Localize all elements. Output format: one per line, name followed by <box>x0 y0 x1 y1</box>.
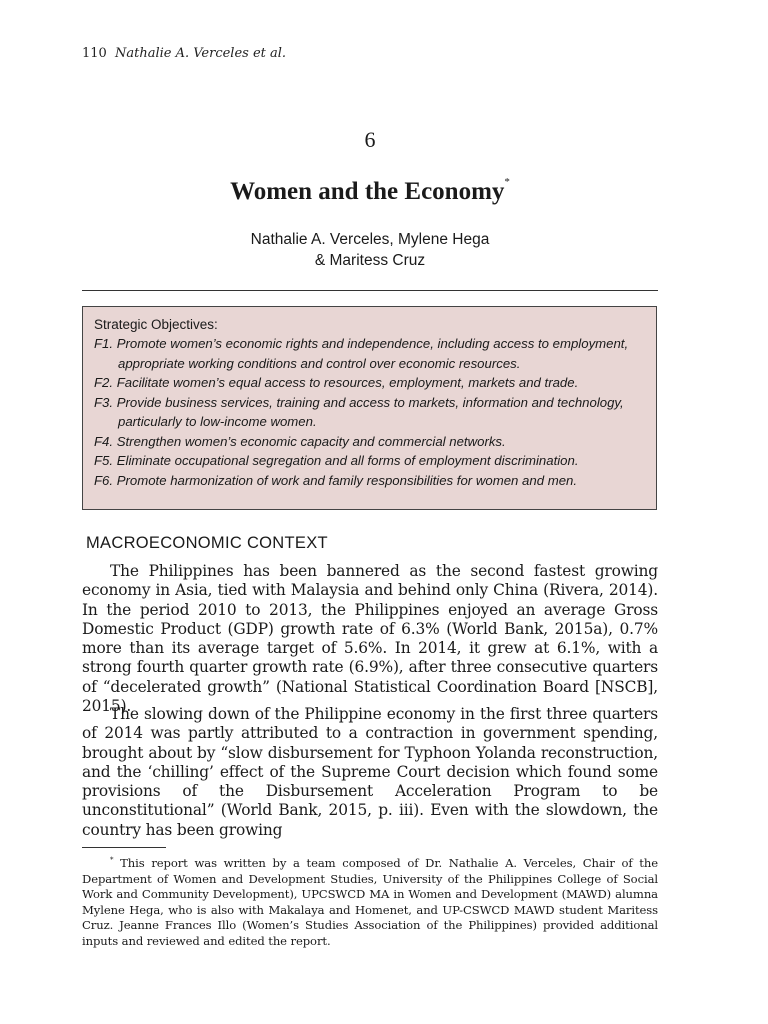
page-number: 110 <box>82 46 107 61</box>
objectives-heading: Strategic Objectives: <box>94 317 218 332</box>
objective-item: F6. Promote harmonization of work and family responsibilities for women and men. <box>94 472 578 488</box>
section-heading: MACROECONOMIC CONTEXT <box>86 534 328 552</box>
objective-item: F3. Provide business services, training and access to markets, information and technology, particularly to low-income women. <box>94 394 624 429</box>
chapter-authors <box>0 229 740 271</box>
authors-line-1: Nathalie A. Verceles, Mylene Hega <box>250 231 490 248</box>
running-head-author: Nathalie A. Verceles et al. <box>114 46 287 61</box>
footnote-marker: * <box>110 856 114 864</box>
objective-item: F4. Strengthen women’s economic capacity and commercial networks. <box>94 433 506 449</box>
objective-item: F1. Promote women’s economic rights and independence, including access to employment, appropriate working conditions and control over economic resources. <box>94 336 629 371</box>
footnote-text: This report was written by a team composed of Dr. Nathalie A. Verceles, Chair of the Department of Women and Development Studies, University of the Philippines College of Social Work and Community Development), UPCSWCD MA in Women and Development (MAWD) alumna Mylene Hega, who is also with Makalaya and Homenet, and UP-CSWCD MAWD student Maritess Cruz. Jeanne Frances Illo (Women’s Studies Association of the Philippines) provided additional inputs and reviewed and edited the report. <box>82 856 658 948</box>
title-footnote-marker: * <box>504 176 510 188</box>
running-head <box>82 46 286 61</box>
objective-item: F5. Eliminate occupational segregation and all forms of employment discrimination. <box>94 453 579 468</box>
body-paragraph: The slowing down of the Philippine economy in the first three quarters of 2014 was partly attributed to a contraction in government spending, brought about by “slow disbursement for Typhoon Yolanda reconstruction, and the ‘chilling’ effect of the Supreme Court decision which found some provisions of the Disbursement Acceleration Program to be unconstitutional” (World Bank, 2015, p. iii). Even with the slowdown, the country has been growing <box>82 705 658 839</box>
strategic-objectives-box <box>82 306 657 510</box>
footnote <box>82 853 658 950</box>
chapter-title <box>0 176 740 206</box>
objective-item: F2. Facilitate women’s equal access to resources, employment, markets and trade. <box>94 375 579 390</box>
authors-line-2: & Maritess Cruz <box>314 252 426 269</box>
footnote-divider <box>82 847 166 848</box>
body-paragraph: The Philippines has been bannered as the second fastest growing economy in Asia, tied with Malaysia and behind only China (Rivera, 2014). In the period 2010 to 2013, the Philippines enjoyed an average Gross Domestic Product (GDP) growth rate of 6.3% (World Bank, 2015a), 0.7% more than its average target of 5.6%. In 2014, it grew at 6.1%, with a strong fourth quarter growth rate (6.9%), after three consecutive quarters of “decelerated growth” (National Statistical Coordination Board [NSCB], 2015). <box>82 562 658 716</box>
chapter-title-text: Women and the Economy <box>230 178 505 205</box>
chapter-number: 6 <box>364 127 376 152</box>
header-divider <box>82 290 658 291</box>
